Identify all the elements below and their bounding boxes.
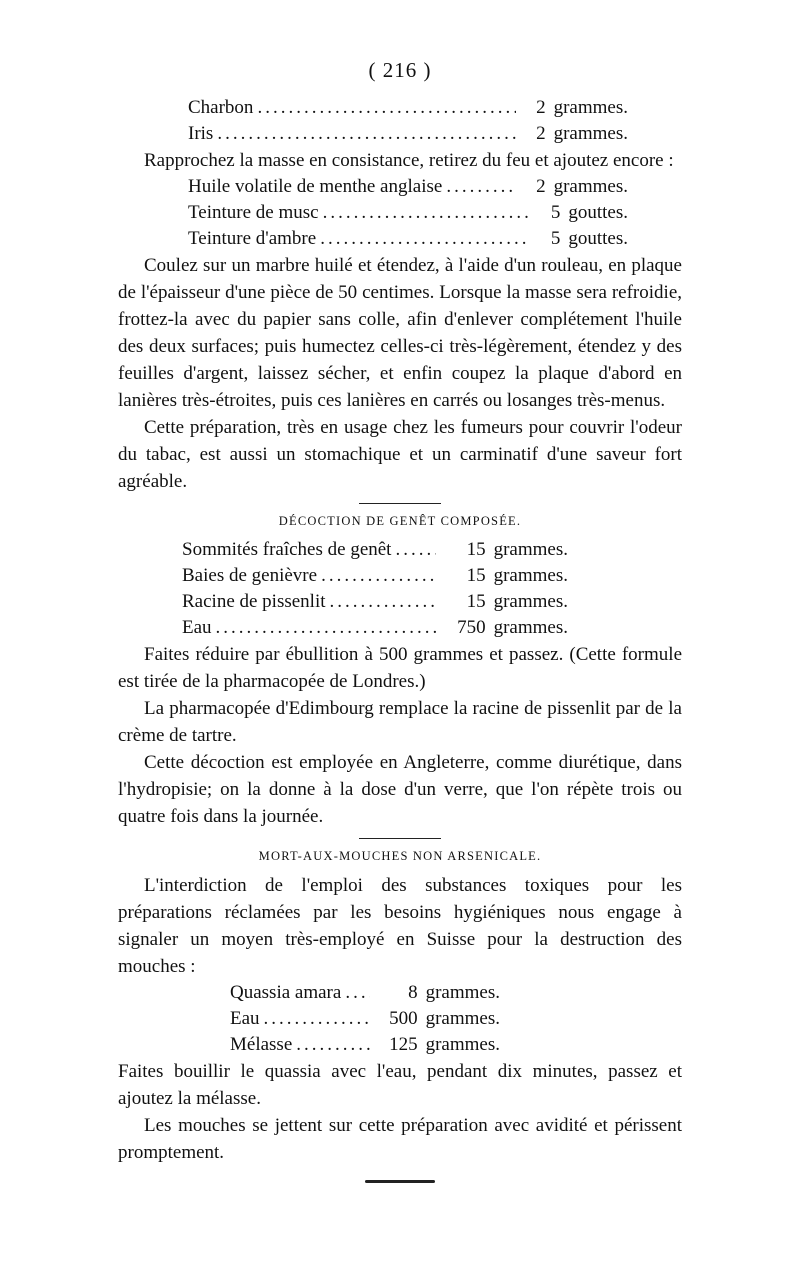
recipe-essences: [118, 174, 682, 252]
ingredient-quantity: 750: [457, 617, 486, 638]
leader-dots: [257, 95, 515, 121]
ingredient-quantity: 125: [389, 1034, 418, 1055]
paragraph: Cette préparation, très en usage chez les fumeurs pour couvrir l'odeur du tabac, est aussi un stomachique et un carminatif d'une saveur fort agréable.: [118, 417, 682, 492]
ingredient-name: Iris: [188, 123, 214, 144]
recipe-row: [230, 1032, 500, 1058]
paragraph: Rapprochez la masse en consistance, retirez du feu et ajoutez encore :: [144, 150, 674, 171]
ingredient-name: Eau: [230, 1008, 260, 1029]
ingredient-unit: gouttes.: [568, 202, 628, 223]
ingredient-unit: grammes.: [425, 1008, 500, 1029]
paragraph: Coulez sur un marbre huilé et étendez, à l'aide d'un rouleau, en plaque de l'épaisseur d'une pièce de 50 centimes. Lorsque la masse sera refroidie, frottez-la avec du papier sans colle, afin d'enlever complétement l'huile des deux surfaces; puis humectez celles-ci très-légèrement, étendez y des feuilles d'argent, laissez sécher, et enfin coupez la plaque d'abord en lanières très-étroites, puis ces lanières en carrés ou losanges très-menus.: [118, 255, 682, 411]
recipe-row: [230, 1006, 500, 1032]
end-ornament: [365, 1180, 435, 1183]
recipe-row: [188, 121, 628, 147]
ingredient-unit: grammes.: [553, 176, 628, 197]
recipe-row: [182, 537, 568, 563]
ingredient-quantity: 15: [466, 565, 486, 586]
leader-dots: [264, 1006, 370, 1032]
paragraph: Cette décoction est employée en Angleterre, comme diurétique, dans l'hydropisie; on la donne à la dose d'un verre, que l'on répète trois ou quatre fois dans la journée.: [118, 752, 682, 827]
ingredient-name: Teinture d'ambre: [188, 228, 317, 249]
ingredient-quantity: 15: [466, 591, 486, 612]
ingredient-unit: grammes.: [493, 617, 568, 638]
ingredient-quantity: 500: [389, 1008, 418, 1029]
section-title: MORT-AUX-MOUCHES NON ARSENICALE.: [258, 849, 542, 863]
recipe-mort-aux-mouches: [118, 980, 682, 1058]
leader-dots: [330, 589, 436, 615]
ingredient-quantity: 5: [550, 228, 561, 249]
leader-dots: [296, 1032, 369, 1058]
ingredient-name: Eau: [182, 617, 212, 638]
ingredient-unit: grammes.: [425, 1034, 500, 1055]
recipe-row: [188, 200, 628, 226]
section-divider: [359, 503, 441, 504]
ingredient-name: Quassia amara: [230, 982, 342, 1003]
ingredient-quantity: 2: [536, 123, 546, 144]
paragraph: Les mouches se jettent sur cette préparation avec avidité et périssent promptement.: [118, 1115, 682, 1163]
ingredient-unit: grammes.: [493, 539, 568, 560]
ingredient-name: Charbon: [188, 97, 254, 118]
paragraph: Faites réduire par ébullition à 500 grammes et passez. (Cette formule est tirée de la pharmacopée de Londres.): [118, 644, 682, 692]
leader-dots: [216, 615, 436, 641]
ingredient-name: Huile volatile de menthe anglaise: [188, 176, 443, 197]
recipe-charbon-iris: [118, 95, 682, 147]
leader-dots: [446, 174, 515, 200]
ingredient-name: Racine de pissenlit: [182, 591, 326, 612]
recipe-row: [182, 589, 568, 615]
recipe-genet: [118, 537, 682, 641]
ingredient-name: Baies de genièvre: [182, 565, 318, 586]
ingredient-name: Teinture de musc: [188, 202, 319, 223]
leader-dots: [395, 537, 435, 563]
recipe-row: [182, 615, 568, 641]
page-number: ( 216 ): [368, 58, 432, 82]
leader-dots: [217, 121, 515, 147]
ingredient-unit: gouttes.: [568, 228, 628, 249]
ingredient-quantity: 2: [536, 176, 546, 197]
ingredient-unit: grammes.: [493, 565, 568, 586]
ingredient-unit: grammes.: [425, 982, 500, 1003]
ingredient-unit: grammes.: [493, 591, 568, 612]
leader-dots: [320, 226, 530, 252]
ingredient-unit: grammes.: [553, 97, 628, 118]
ingredient-quantity: 8: [408, 982, 418, 1003]
paragraph: L'interdiction de l'emploi des substances toxiques pour les préparations réclamées par les besoins hygiéniques nous engage à signaler un moyen très-employé en Suisse pour la destruction des mouches :: [118, 875, 682, 977]
recipe-row: [230, 980, 500, 1006]
paragraph: Faites bouillir le quassia avec l'eau, pendant dix minutes, passez et ajoutez la mélasse.: [118, 1061, 682, 1109]
paragraph: La pharmacopée d'Edimbourg remplace la racine de pissenlit par de la crème de tartre.: [118, 698, 682, 746]
ingredient-quantity: 15: [466, 539, 486, 560]
section-title: DÉCOCTION DE GENÊT COMPOSÉE.: [278, 514, 522, 528]
recipe-row: [188, 226, 628, 252]
ingredient-name: Sommités fraîches de genêt: [182, 539, 392, 560]
ingredient-quantity: 2: [536, 97, 546, 118]
recipe-row: [188, 95, 628, 121]
ingredient-quantity: 5: [550, 202, 561, 223]
leader-dots: [323, 200, 531, 226]
leader-dots: [345, 980, 369, 1006]
book-page: [118, 58, 682, 1183]
leader-dots: [321, 563, 436, 589]
recipe-row: [182, 563, 568, 589]
ingredient-name: Mélasse: [230, 1034, 293, 1055]
ingredient-unit: grammes.: [553, 123, 628, 144]
section-divider: [359, 838, 441, 839]
recipe-row: [188, 174, 628, 200]
